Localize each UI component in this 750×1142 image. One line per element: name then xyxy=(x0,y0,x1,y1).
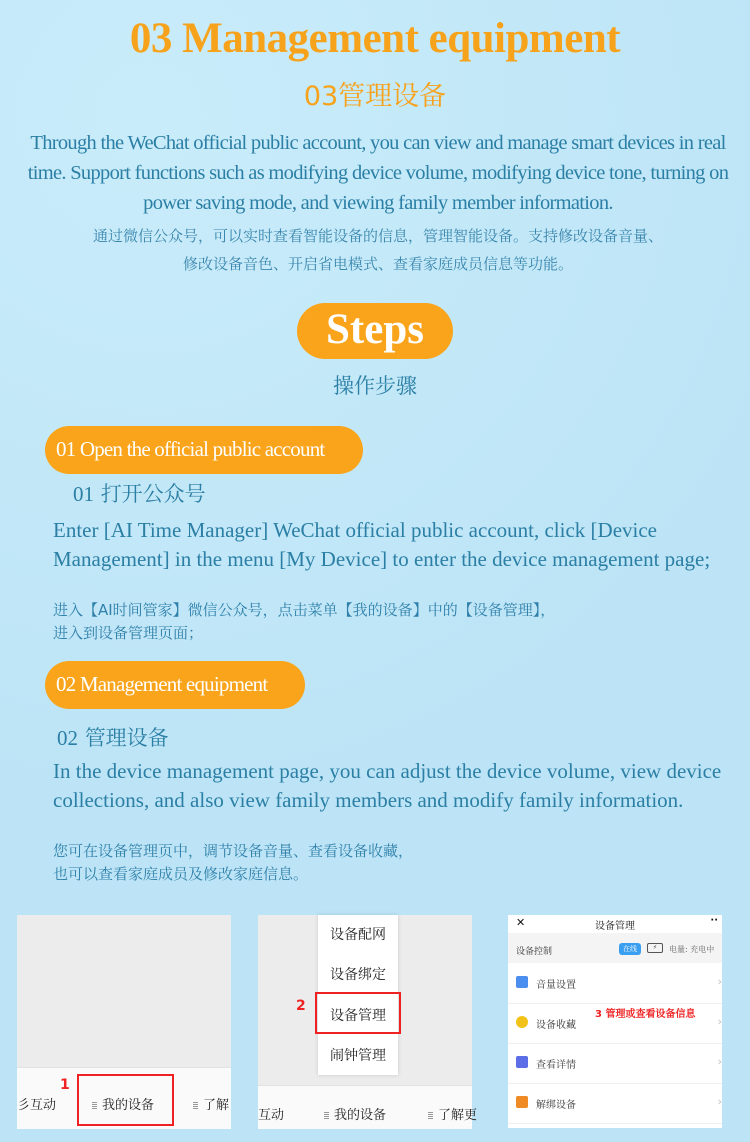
menu-tab-learn[interactable]: 了解更 xyxy=(428,1104,477,1123)
menu-dots-icon xyxy=(428,1112,433,1119)
step2-title xyxy=(57,722,169,752)
marker-2: 2 xyxy=(296,998,306,1014)
submenu-item-manage[interactable]: 设备管理 xyxy=(330,1008,386,1024)
settings-row-label: 查看详情 xyxy=(536,1060,576,1071)
menu-tab-my-device[interactable]: 我的设备 xyxy=(92,1094,154,1113)
star-icon xyxy=(516,1016,528,1028)
step1-cn-line1: 进入【AI时间管家】微信公众号，点击菜单【我的设备】中的【设备管理】， xyxy=(53,601,556,619)
step1-cn-line2: 进入到设备管理页面； xyxy=(53,624,204,642)
screenshot-3 xyxy=(508,915,722,1128)
menu-dots-icon xyxy=(193,1102,198,1109)
chevron-right-icon: › xyxy=(717,1095,722,1108)
submenu-item-bind[interactable]: 设备绑定 xyxy=(330,967,386,983)
battery-status: 电量: 充电中 xyxy=(669,945,715,954)
step2-cn-line1: 您可在设备管理页中，调节设备音量、查看设备收藏， xyxy=(53,842,414,860)
settings-row-details[interactable] xyxy=(508,1043,722,1084)
step1-title xyxy=(73,478,206,508)
steps-heading-cn: 操作步骤 xyxy=(333,374,417,398)
menu-tab-interact[interactable]: 互动 xyxy=(258,1108,285,1123)
screen-titlebar xyxy=(508,915,722,933)
chevron-right-icon: › xyxy=(717,975,722,988)
unbind-icon xyxy=(516,1096,528,1108)
step2-pill: 02 Management equipment xyxy=(45,661,305,709)
settings-row-unbind[interactable] xyxy=(508,1083,722,1124)
marker-1: 1 xyxy=(60,1077,70,1093)
step1-number: 01 xyxy=(73,482,94,506)
steps-heading: Steps xyxy=(297,303,453,359)
submenu-item-alarm[interactable]: 闹钟管理 xyxy=(330,1048,386,1064)
close-icon[interactable]: ✕ xyxy=(516,916,526,929)
device-control-label: 设备控制 xyxy=(516,947,553,957)
chevron-right-icon: › xyxy=(717,1055,722,1068)
menu-tab-learn[interactable]: 了解 xyxy=(193,1094,229,1113)
details-icon xyxy=(516,1056,528,1068)
step1-text-cn xyxy=(53,599,733,645)
highlight-box-2 xyxy=(315,992,401,1034)
menu-tab-my-device[interactable]: 我的设备 xyxy=(324,1104,386,1123)
highlight-box-1 xyxy=(77,1074,174,1126)
more-icon[interactable]: ·· xyxy=(710,915,718,926)
volume-icon xyxy=(516,976,528,988)
settings-row-label: 设备收藏 xyxy=(536,1020,576,1031)
settings-row-volume[interactable] xyxy=(508,963,722,1004)
menu-tab-interact[interactable]: 彡互动 xyxy=(17,1098,57,1113)
intro-text-cn xyxy=(20,222,736,278)
page-subtitle: 03管理设备 xyxy=(303,81,447,112)
wechat-menu-bar xyxy=(258,1085,478,1129)
intro-cn-line1: 通过微信公众号，可以实时查看智能设备的信息，管理智能设备。支持修改设备音量、 xyxy=(92,227,663,245)
step2-title-cn: 管理设备 xyxy=(84,726,169,750)
intro-cn-line2: 修改设备音色、开启省电模式、查看家庭成员信息等功能。 xyxy=(182,255,573,273)
page-title: 03 Management equipment xyxy=(129,15,621,62)
screenshot-1 xyxy=(17,915,231,1128)
step1-title-cn: 打开公众号 xyxy=(100,482,206,506)
menu-dots-icon xyxy=(324,1112,329,1119)
annotation-3: 3 管理或查看设备信息 xyxy=(595,1009,696,1020)
screen-title: 设备管理 xyxy=(595,921,635,932)
step1-text-en: Enter [AI Time Manager] WeChat official public account, click [Device Management] in the menu [My Device] to enter the device management page; xyxy=(53,518,711,571)
chevron-right-icon: › xyxy=(717,1015,722,1028)
screenshot-2 xyxy=(258,915,478,1128)
submenu-item-network[interactable]: 设备配网 xyxy=(330,927,386,943)
step1-pill: 01 Open the official public account xyxy=(45,426,363,474)
step2-text-en: In the device management page, you can adjust the device volume, view device collections, and also view family members and modify family information. xyxy=(53,759,722,812)
battery-icon: ⚡ xyxy=(647,943,663,953)
step2-text-cn xyxy=(53,840,733,886)
step2-number: 02 xyxy=(57,726,78,750)
device-control-bar xyxy=(508,935,722,963)
step2-cn-line2: 也可以查看家庭成员及修改家庭信息。 xyxy=(53,865,309,883)
intro-text-en: Through the WeChat official public account, you can view and manage smart devices in real time. Support functions such as modifying device volume, modifying device tone, turning on power saving mode, and viewing family member information. xyxy=(27,132,729,214)
online-status-badge: 在线 xyxy=(619,943,641,955)
settings-row-label: 解绑设备 xyxy=(536,1100,576,1111)
settings-list xyxy=(508,963,722,1128)
settings-row-label: 音量设置 xyxy=(536,980,576,991)
